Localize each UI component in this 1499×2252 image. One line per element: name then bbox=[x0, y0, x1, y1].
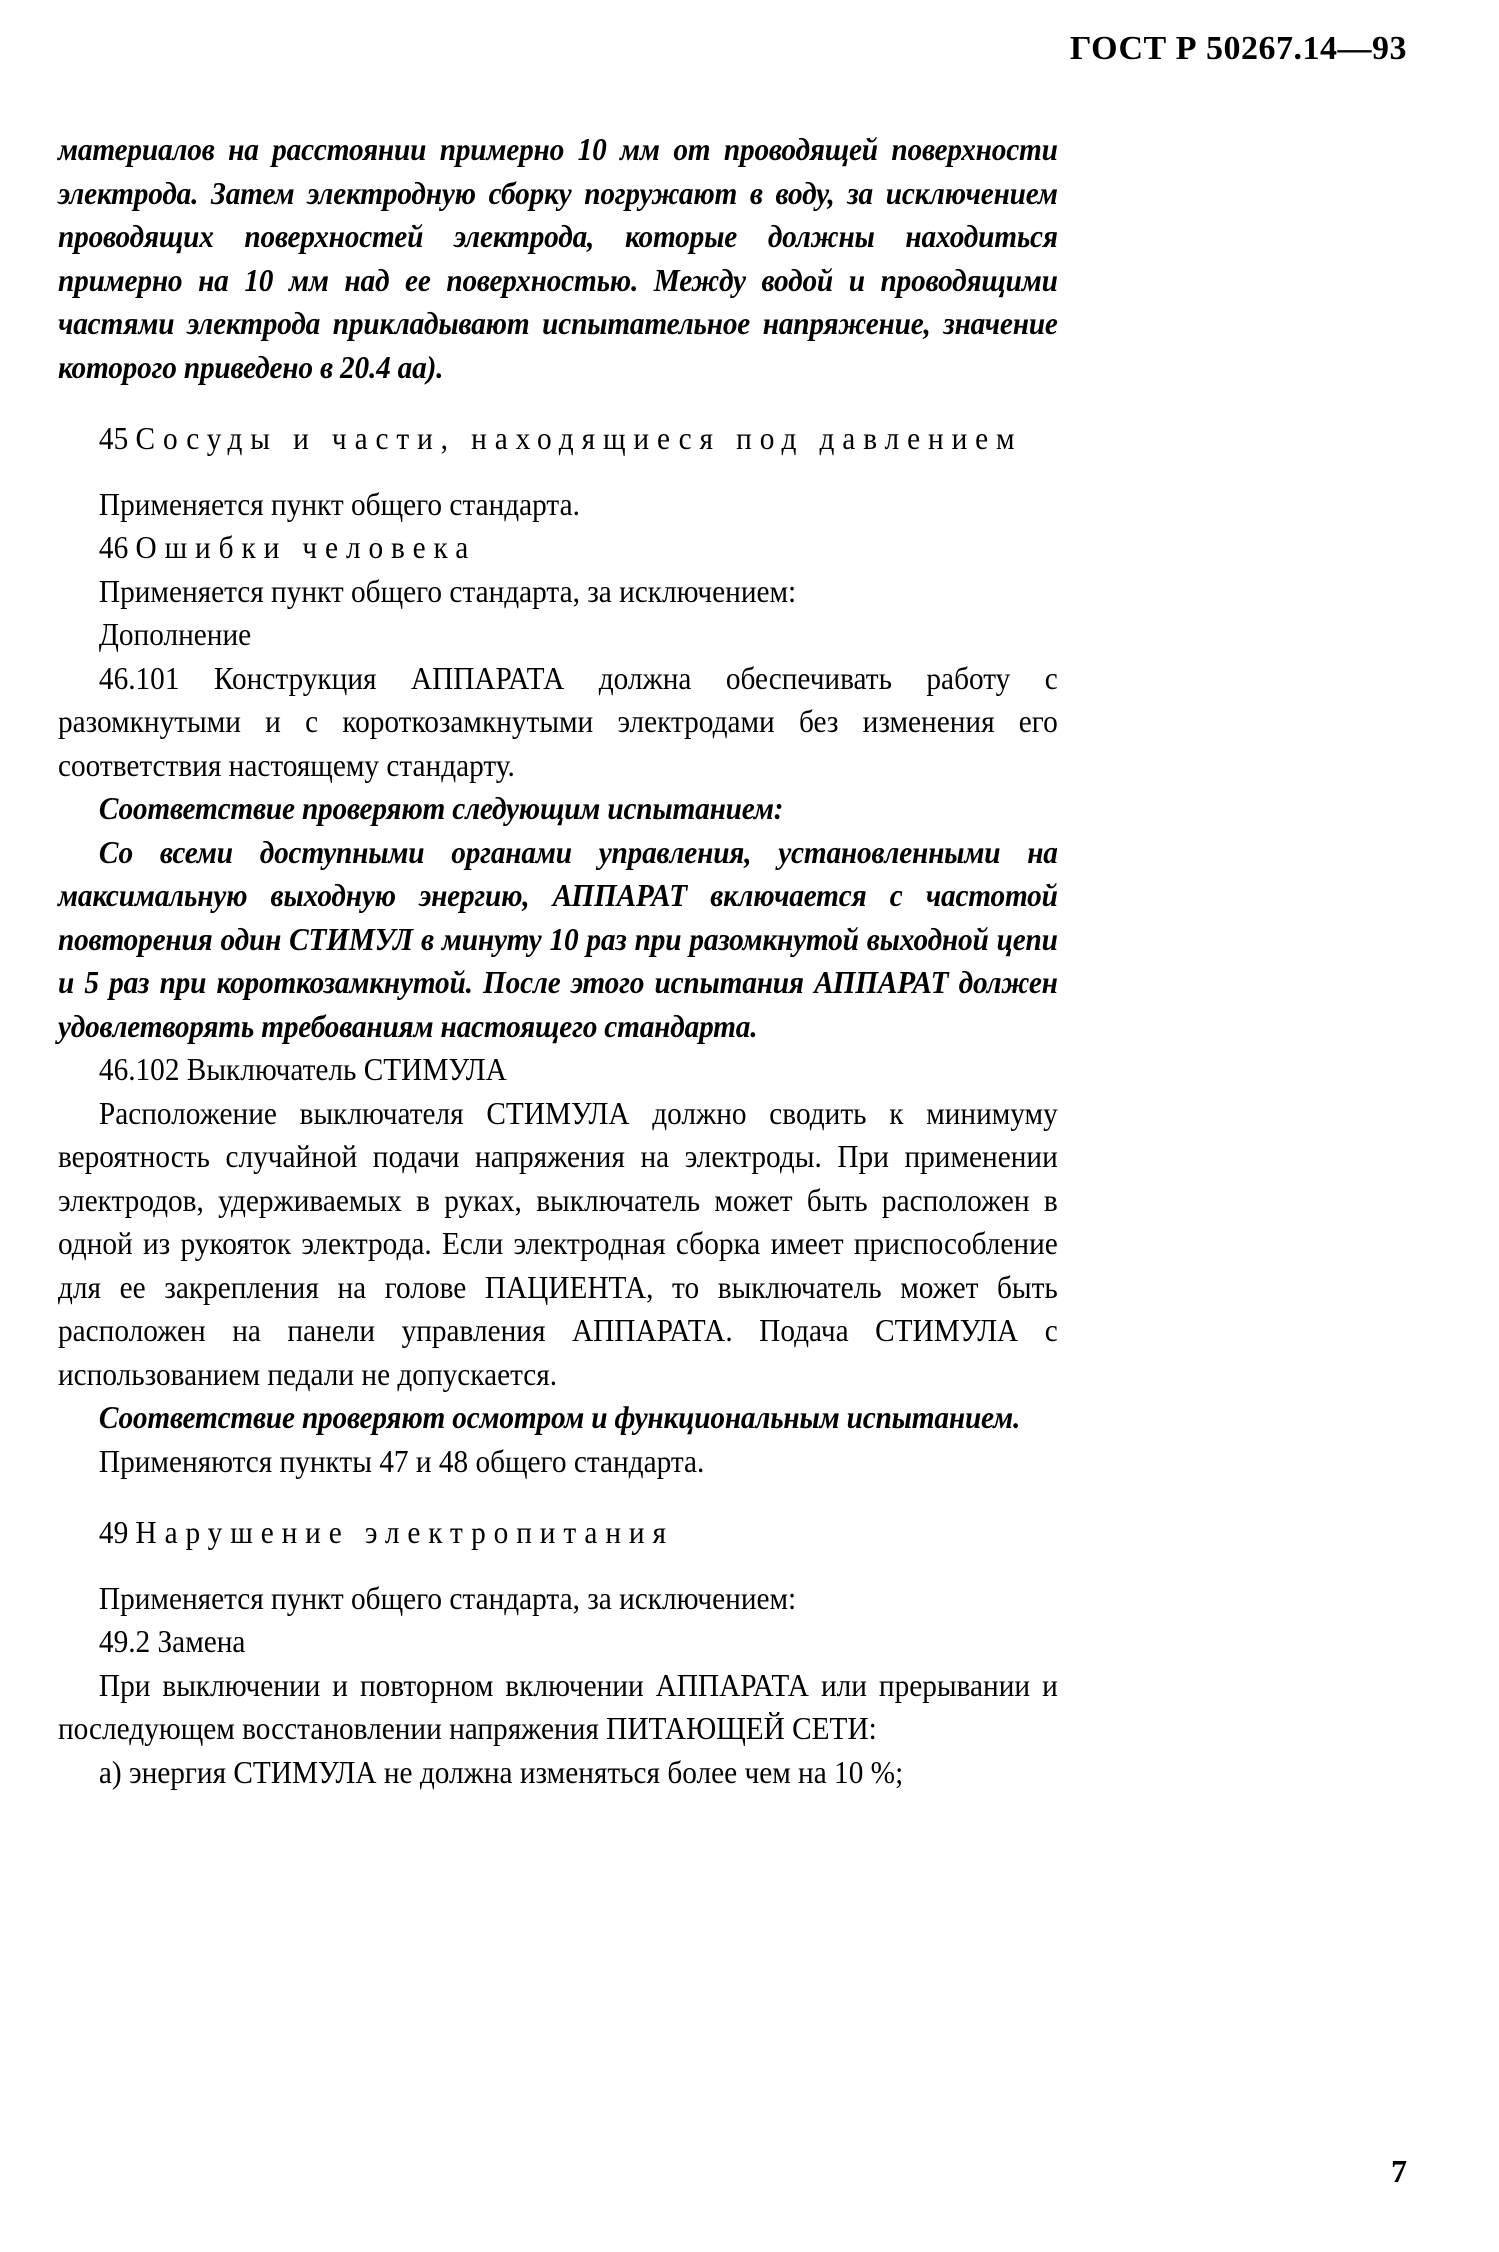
section-heading-46 bbox=[58, 526, 1058, 570]
section-heading-45 bbox=[58, 417, 1058, 461]
para-49-applies: Применяется пункт общего стандарта, за исключением: bbox=[98, 1580, 797, 1616]
para-46101-check: Соответствие проверяют следующим испытанием: bbox=[98, 791, 784, 826]
section-45-title: Сосуды и части, находящиеся под давлением bbox=[135, 421, 1023, 456]
para-46102-check: Соответствие проверяют осмотром и функциональным испытанием. bbox=[98, 1400, 1021, 1435]
section-46-title: Ошибки человека bbox=[135, 530, 477, 565]
para-46101: 46.101 Конструкция АППАРАТА должна обеспечивать работу с разомкнутыми и с короткозамкнутыми электродами без изменения его соответствия настоящему стандарту. bbox=[58, 660, 1058, 783]
para-45-applies: Применяется пункт общего стандарта. bbox=[98, 486, 580, 522]
section-45-number: 45 bbox=[98, 421, 136, 456]
section-heading-49 bbox=[58, 1511, 1058, 1555]
section-49-number: 49 bbox=[98, 1515, 136, 1550]
intro-paragraph: материалов на расстоянии примерно 10 мм от проводящей поверхности электрода. Затем электродную сборку погружают в воду, за исключением проводящих поверхностей электрода, которые должны находиться примерно на 10 мм над ее поверхностью. Между водой и проводящими частями электрода прикладывают испытательное напряжение, значение которого приведено в 20.4 aa). bbox=[58, 132, 1058, 385]
para-492-title: 49.2 Замена bbox=[98, 1624, 246, 1659]
section-49-title: Нарушение электропитания bbox=[135, 1515, 674, 1550]
para-492-item-a: а) энергия СТИМУЛА не должна изменяться более чем на 10 %; bbox=[98, 1754, 904, 1790]
para-492-body: При выключении и повторном включении АППАРАТА или прерывании и последующем восстановлении напряжения ПИТАЮЩЕЙ СЕТИ: bbox=[58, 1667, 1058, 1746]
page-number: 7 bbox=[1391, 2153, 1407, 2189]
para-46102-title: 46.102 Выключатель СТИМУЛА bbox=[98, 1052, 507, 1087]
section-46-number: 46 bbox=[98, 530, 136, 565]
para-46-applies: Применяется пункт общего стандарта, за исключением: bbox=[98, 573, 797, 609]
para-47-48: Применяются пункты 47 и 48 общего стандарта. bbox=[98, 1443, 705, 1479]
document-body bbox=[58, 128, 1058, 1794]
para-46102-body: Расположение выключателя СТИМУЛА должно сводить к минимуму вероятность случайной подачи напряжения на электроды. При применении электродов, удерживаемых в руках, выключатель может быть расположен в одной из рукояток электрода. Если электродная сборка имеет приспособление для ее закрепления на голове ПАЦИЕНТА, то выключатель может быть расположен на панели управления АППАРАТА. Подача СТИМУЛА с использованием педали не допускается. bbox=[58, 1095, 1058, 1392]
page-header-standard-code: ГОСТ Р 50267.14—93 bbox=[1069, 30, 1407, 67]
para-46-addition: Дополнение bbox=[98, 617, 252, 652]
para-46101-test: Со всеми доступными органами управления, установленными на максимальную выходную энергию, АППАРАТ включается с частотой повторения один СТИМУЛ в минуту 10 раз при разомкнутой выходной цепи и 5 раз при короткозамкнутой. После этого испытания АППАРАТ должен удовлетворять требованиям настоящего стандарта. bbox=[58, 834, 1058, 1044]
